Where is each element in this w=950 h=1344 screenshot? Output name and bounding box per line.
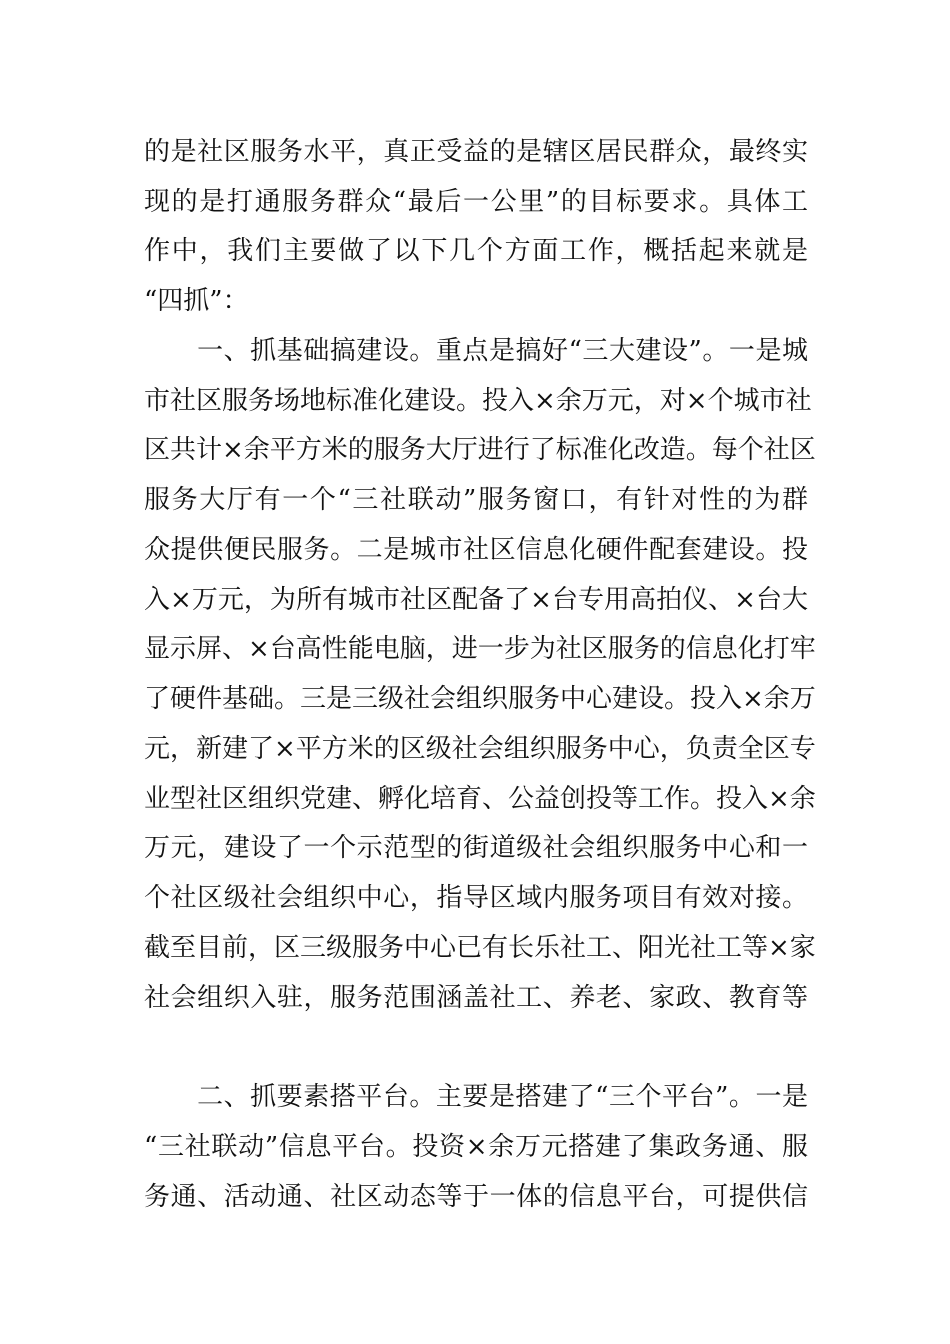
text-line: 务通、活动通、社区动态等于一体的信息平台，可提供信	[144, 1182, 808, 1212]
text-line: 万元，建设了一个示范型的街道级社会组织服务中心和一	[144, 833, 808, 863]
text-line: 市社区服务场地标准化建设。投入×余万元，对×个城市社	[144, 386, 812, 416]
text-line: 元，新建了×平方米的区级社会组织服务中心，负责全区专	[144, 734, 816, 764]
text-line: “三社联动”信息平台。投资×余万元搭建了集政务通、服	[144, 1132, 808, 1162]
text-line: 作中，我们主要做了以下几个方面工作，概括起来就是	[144, 236, 808, 266]
text-line: 个社区级社会组织中心，指导区域内服务项目有效对接。	[144, 883, 808, 913]
text-line: 现的是打通服务群众“最后一公里”的目标要求。具体工	[144, 187, 808, 217]
text-line: 了硬件基础。三是三级社会组织服务中心建设。投入×余万	[144, 684, 816, 714]
text-line: 业型社区组织党建、孵化培育、公益创投等工作。投入×余	[144, 784, 816, 814]
text-line: 社会组织入驻，服务范围涵盖社工、养老、家政、教育等	[144, 983, 808, 1013]
text-line: 一、抓基础搞建设。重点是搞好“三大建设”。一是城	[144, 336, 808, 366]
text-line: 显示屏、×台高性能电脑，进一步为社区服务的信息化打牢	[144, 634, 816, 664]
text-line: 入×万元，为所有城市社区配备了×台专用高拍仪、×台大	[144, 585, 808, 615]
text-line: 服务大厅有一个“三社联动”服务窗口，有针对性的为群	[144, 485, 808, 515]
text-line: 的是社区服务水平，真正受益的是辖区居民群众，最终实	[144, 137, 808, 167]
text-line: 二、抓要素搭平台。主要是搭建了“三个平台”。一是	[144, 1082, 808, 1112]
text-line: 区共计×余平方米的服务大厅进行了标准化改造。每个社区	[144, 435, 816, 465]
text-line: 众提供便民服务。二是城市社区信息化硬件配套建设。投	[144, 535, 808, 565]
text-line: 截至目前，区三级服务中心已有长乐社工、阳光社工等×家	[144, 933, 816, 963]
text-line: “四抓”：	[144, 286, 249, 316]
